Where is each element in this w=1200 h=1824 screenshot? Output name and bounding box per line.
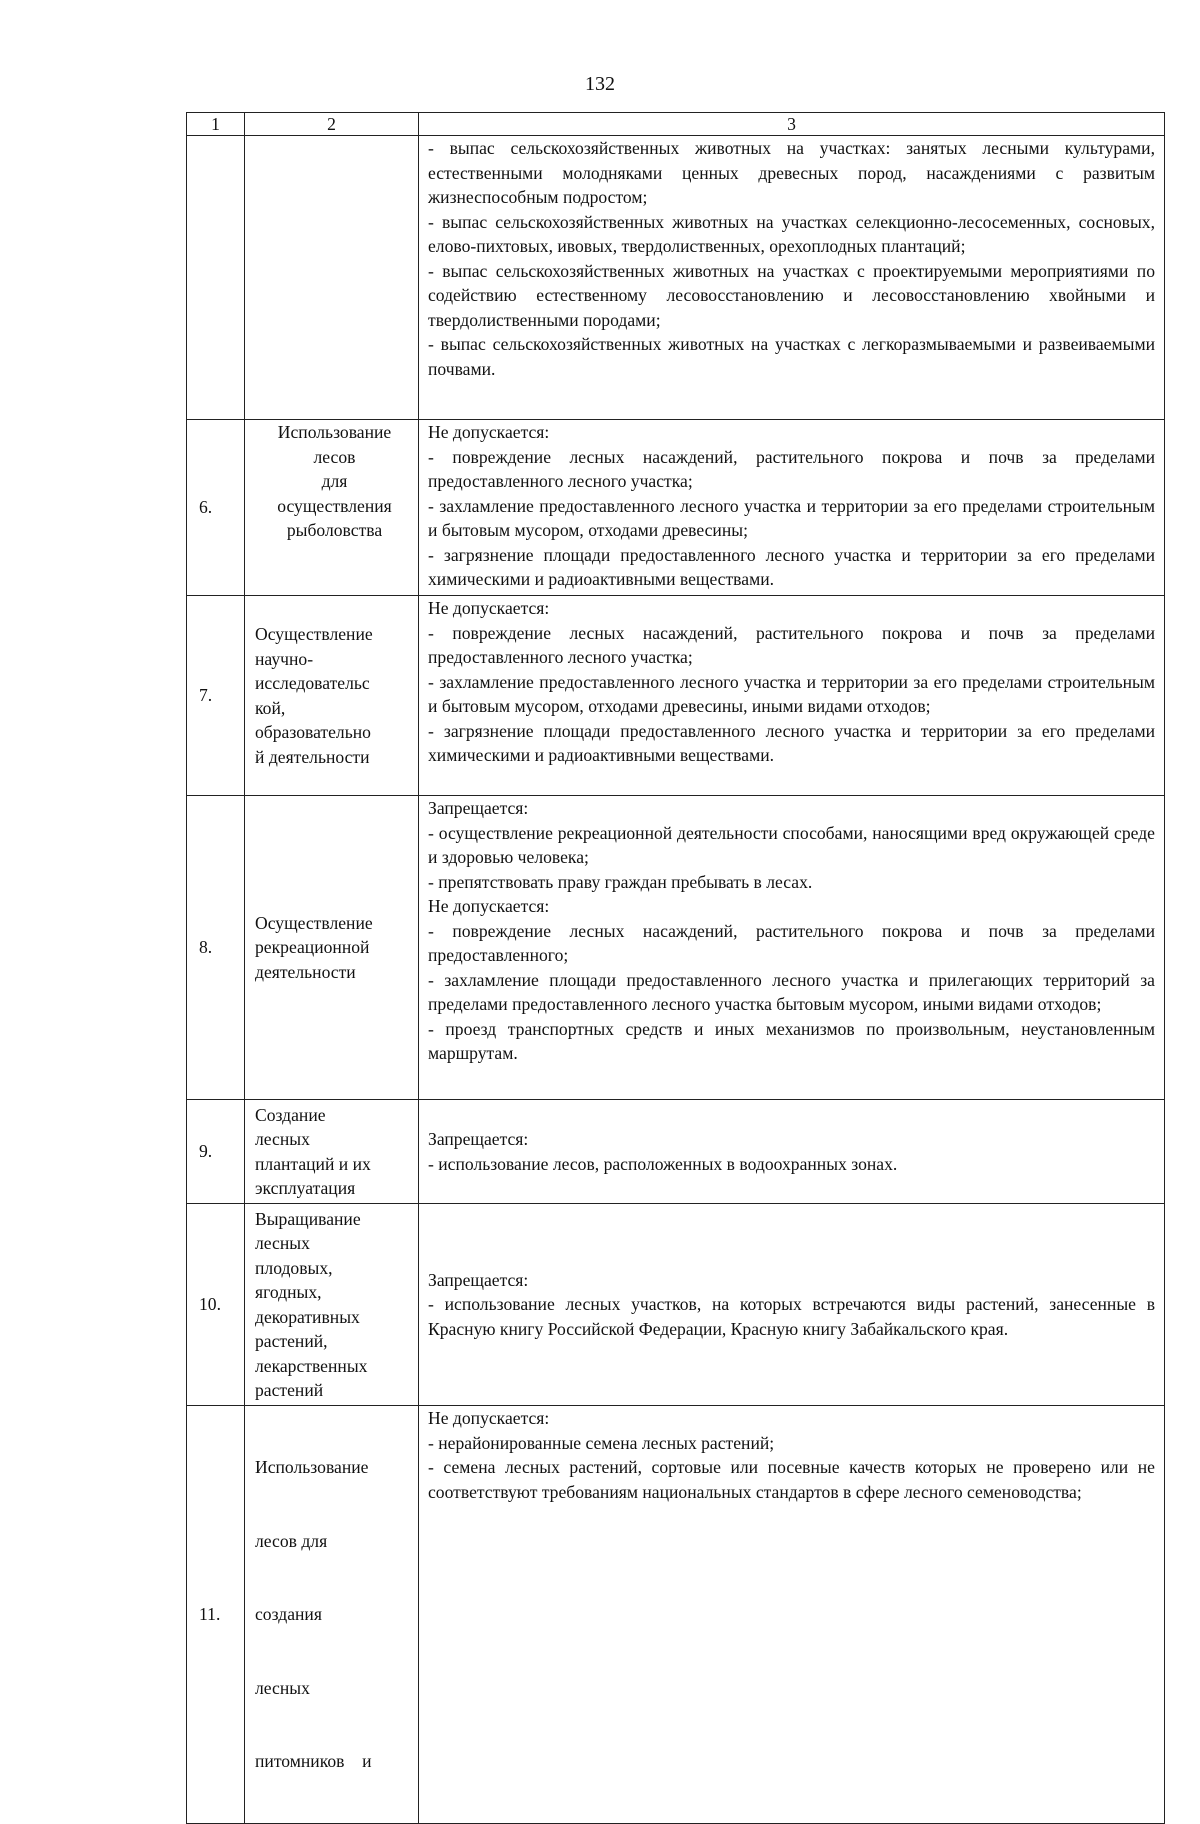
restriction-item: - выпас сельскохозяйственных животных на участках: занятых лесными культурами, естественными молодняками ценных древесных пород, насаждениями с развитым жизнеспособным подростом;	[428, 138, 1155, 207]
row-number: 9.	[187, 1100, 245, 1204]
restriction-item: - использование лесных участков, на которых встречаются виды растений, занесенные в Красную книгу Российской Федерации, Красную книгу Забайкальского края.	[428, 1294, 1155, 1339]
activity-name: Создание лесных плантаций и их эксплуатация	[245, 1100, 419, 1204]
restrictions-text	[419, 1204, 1165, 1406]
table-row	[187, 1406, 1165, 1824]
restriction-item: Не допускается:	[428, 598, 550, 618]
restriction-item: - выпас сельскохозяйственных животных на участках с проектируемыми мероприятиями по содействию естественному лесовосстановлению и лесовосстановлению хвойными и твердолиственными породами;	[428, 260, 1155, 330]
restriction-item: - захламление предоставленного лесного участка и территории за его пределами строительным и бытовым мусором, отходами древесины;	[428, 495, 1155, 540]
restrictions-text	[419, 796, 1165, 1100]
activity-name: Осуществление рекреационной деятельности	[245, 796, 419, 1100]
row-number	[187, 136, 245, 420]
header-cell-2: 2	[245, 113, 419, 136]
restriction-item: Запрещается:	[428, 798, 529, 818]
table-row	[187, 796, 1165, 1100]
restriction-item: Не допускается:	[428, 1408, 550, 1428]
activity-name: Выращивание лесных плодовых, ягодных, декоративных растений, лекарственных растений	[245, 1204, 419, 1406]
restrictions-text	[419, 136, 1165, 420]
header-cell-3: 3	[419, 113, 1165, 136]
restriction-item: - препятствовать праву граждан пребывать в лесах.	[428, 871, 813, 892]
restriction-item: Запрещается:	[428, 1129, 529, 1149]
restrictions-text	[419, 596, 1165, 796]
row-number: 8.	[187, 796, 245, 1100]
row-number: 6.	[187, 420, 245, 596]
restriction-item: - выпас сельскохозяйственных животных на участках селекционно-лесосеменных, сосновых, елово-пихтовых, ивовых, твердолиственных, орехоплодных плантаций;	[428, 211, 1155, 256]
row-number: 7.	[187, 596, 245, 796]
restrictions-text	[419, 420, 1165, 596]
restriction-item: - загрязнение площади предоставленного лесного участка и территории за его пределами химическими и радиоактивными веществами.	[428, 720, 1155, 765]
restriction-item: - захламление предоставленного лесного участка и территории за его пределами строительным и бытовым мусором, отходами древесины, иными видами отходов;	[428, 671, 1155, 716]
restriction-item: - осуществление рекреационной деятельности способами, наносящими вред окружающей среде и здоровью человека;	[428, 822, 1155, 867]
restriction-item: - захламление площади предоставленного лесного участка и прилегающих территорий за пределами предоставленного лесного участка бытовым мусором, иными видами отходов;	[428, 969, 1155, 1014]
restriction-item: - загрязнение площади предоставленного лесного участка и территории за его пределами химическими и радиоактивными веществами.	[428, 544, 1155, 589]
table-header-row	[187, 113, 1165, 136]
restrictions-text	[419, 1406, 1165, 1824]
restriction-item: - проезд транспортных средств и иных механизмов по произвольным, неустановленным маршрутам.	[428, 1018, 1155, 1063]
row-number: 11.	[187, 1406, 245, 1824]
restriction-item: Запрещается:	[428, 1269, 529, 1290]
restrictions-text	[419, 1100, 1165, 1204]
table-row	[187, 1100, 1165, 1204]
restriction-item: Не допускается:	[428, 422, 550, 442]
activity-name: Использование лесов для осуществления рыболовства	[245, 420, 419, 596]
table-row	[187, 136, 1165, 420]
restriction-item: - повреждение лесных насаждений, растительного покрова и почв за пределами предоставленного лесного участка;	[428, 446, 1155, 491]
activity-name	[245, 136, 419, 420]
restriction-item: - повреждение лесных насаждений, растительного покрова и почв за пределами предоставленного лесного участка;	[428, 622, 1155, 667]
table-row	[187, 420, 1165, 596]
table-row	[187, 1204, 1165, 1406]
restriction-item: - использование лесов, расположенных в водоохранных зонах.	[428, 1153, 898, 1174]
restriction-item: - выпас сельскохозяйственных животных на участках с легкоразмываемыми и развеиваемыми почвами.	[428, 334, 1155, 379]
restriction-item: - семена лесных растений, сортовые или посевные качеств которых не проверено или не соответствуют требованиям национальных стандартов в сфере лесного семеноводства;	[428, 1457, 1155, 1502]
header-cell-1: 1	[187, 113, 245, 136]
table-row	[187, 596, 1165, 796]
restriction-item: - повреждение лесных насаждений, растительного покрова и почв за пределами предоставленного;	[428, 920, 1155, 965]
row-number: 10.	[187, 1204, 245, 1406]
activity-name: Осуществление научно- исследовательс кой, образовательно й деятельности	[245, 596, 419, 796]
restriction-item: - нерайонированные семена лесных растений;	[428, 1432, 775, 1453]
restriction-item: Не допускается:	[428, 896, 550, 916]
activity-name: Использование лесов для создания лесных питомников и	[245, 1406, 419, 1824]
page-number: 132	[585, 73, 615, 95]
restrictions-table	[186, 112, 1165, 1824]
